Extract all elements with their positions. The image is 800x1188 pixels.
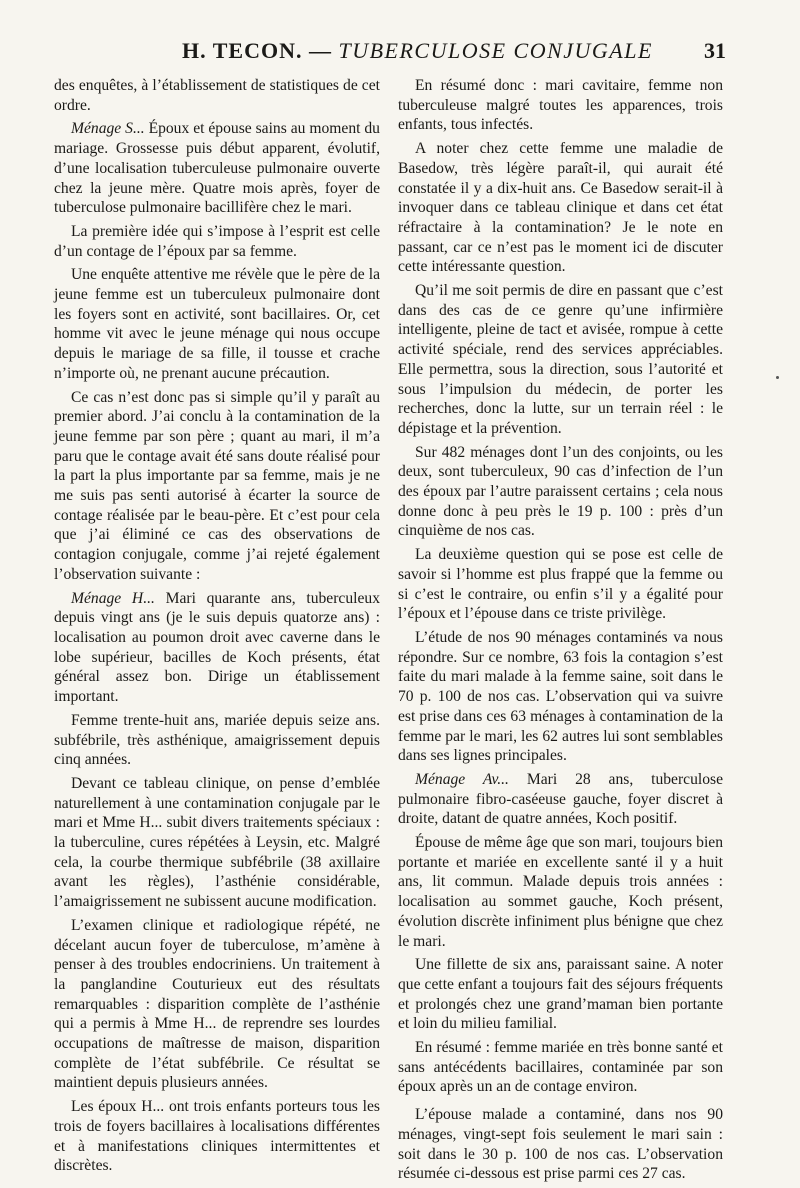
case-label: Ménage Av... bbox=[415, 770, 509, 788]
page-number: 31 bbox=[704, 38, 726, 63]
paragraph: Femme trente-huit ans, mariée depuis seize ans. subfébrile, très asthénique, amaigrissement depuis cinq années. bbox=[54, 711, 380, 769]
paragraph: La deuxième question qui se pose est celle de savoir si l’homme est plus frappé que la femme ou si c’est le contraire, ou enfin s’il y a égalité pour l’époux et l’épouse dans ce triste privilège. bbox=[398, 546, 723, 623]
paragraph: Épouse de même âge que son mari, toujours bien portante et mariée en excellente santé il y a huit ans, lit commun. Malade depuis trois années : localisation au sommet gauche, Koch présent, évolution discrète infiniment plus bénigne que chez le mari. bbox=[398, 834, 723, 950]
paragraph: L’examen clinique et radiologique répété, ne décelant aucun foyer de tuberculose, m’amène à penser à des troubles endocriniens. Un traitement à la panglandine Couturieux eut des résultats remarquables : disparition complète de l’asthénie qui a permis à Mme H... de reprendre ses lourdes occupations de maîtresse de maison, disparition complète de l’état subfébrile. Ce résultat se maintient depuis plusieurs années. bbox=[54, 916, 380, 1092]
paragraph bbox=[54, 119, 380, 218]
paragraph: Les époux H... ont trois enfants porteurs tous les trois de foyers bacillaires à localisations différentes et à manifestations cliniques intermittentes et discrètes. bbox=[54, 1098, 380, 1175]
case-text: Époux et épouse sains au moment du mariage. Grossesse puis début apparent, évolutif, d’une localisation tuberculeuse pulmonaire ouverte chez la jeune mère. Quatre mois après, foyer de tuberculose pulmonaire bacillifère chez le mari. bbox=[54, 120, 380, 217]
case-label: Ménage S... bbox=[71, 120, 145, 138]
margin-mark bbox=[776, 376, 779, 379]
paragraph: En résumé donc : mari cavitaire, femme non tuberculeuse malgré toutes les apparences, trois enfants, tous infectés. bbox=[398, 77, 723, 134]
running-title bbox=[182, 38, 653, 64]
case-text: Mari 28 ans, tuberculose pulmonaire fibro-caséeuse gauche, foyer discret à droite, datant de quatre années, Koch positif. bbox=[398, 770, 724, 828]
chapter-title: TUBERCULOSE CONJUGALE bbox=[338, 38, 653, 63]
case-label: Ménage H... bbox=[71, 589, 155, 607]
paragraph: Devant ce tableau clinique, on pense d’emblée naturellement à une contamination conjugale par le mari et Mme H... subit divers traitements spéciaux : la tuberculine, cures répétées à Leysin, etc. Malgré cela, la courbe thermique subfébrile (38 axillaire avant les règles), l’asthénie considérable, l’amaigrissement ne subissent aucune modification. bbox=[54, 774, 380, 911]
paragraph: L’épouse malade a contaminé, dans nos 90 ménages, vingt-sept fois seulement le mari sain : soit dans le 30 p. 100 de nos cas. L’observation résumée ci-dessous est prise parmi ces 27 cas. bbox=[398, 1106, 723, 1183]
paragraph bbox=[54, 589, 380, 707]
running-head bbox=[0, 38, 800, 68]
paragraph: Une fillette de six ans, paraissant saine. A noter que cette enfant a toujours fait des séjours fréquents et prolongés chez une grand’maman bien portante et loin du milieu familial. bbox=[398, 956, 723, 1033]
left-column bbox=[54, 76, 380, 1180]
paragraph: En résumé : femme mariée en très bonne santé et sans antécédents bacillaires, contaminée par son époux après un an de contage environ. bbox=[398, 1039, 723, 1096]
paragraph: A noter chez cette femme une maladie de Basedow, très légère paraît-il, qui aurait été constatée il y a dix-huit ans. Ce Basedow serait-il à invoquer dans ce tableau clinique et dans cet état réfractaire à la contamination? Je le note en passant, car ce n’est pas le moment ici de discuter cette intéressante question. bbox=[398, 140, 723, 276]
paragraph: des enquêtes, à l’établissement de statistiques de cet ordre. bbox=[54, 77, 380, 114]
paragraph: Ce cas n’est donc pas si simple qu’il y paraît au premier abord. J’ai conclu à la contamination de la jeune femme par son père ; quant au mari, il m’a paru que le contage avait été sans doute réalisé pour la part la plus importante par sa femme, mais je ne me suis pas senti autorisé à écarter la source de contage réalisée par le beau-père. Et c’est pour cela que j’ai éliminé ce cas des observations de contagion conjugale, comme j’ai rejeté également l’observation suivante : bbox=[54, 388, 380, 583]
author-name: H. TECON. — bbox=[182, 38, 339, 63]
right-column bbox=[398, 76, 723, 1188]
paragraph: La première idée qui s’impose à l’esprit est celle d’un contage de l’époux par sa femme. bbox=[54, 222, 380, 260]
paragraph: L’étude de nos 90 ménages contaminés va nous répondre. Sur ce nombre, 63 fois la contagion s’est faite du mari malade à la femme saine, soit dans le 70 p. 100 de nos cas. L’observation qui va suivre est prise dans ces 63 ménages à contamination de la femme par le mari, les 62 autres lui sont semblables dans ses lignes principales. bbox=[398, 628, 723, 765]
paragraph: Qu’il me soit permis de dire en passant que c’est dans des cas de ce genre qu’une infirmière intelligente, pleine de tact et avisée, rompue à cette activité spéciale, rend des services appréciables. Elle permettra, sous la direction, sous l’autorité et sous l’impulsion du médecin, de porter les recherches, donc la lutte, sur un terrain réel : le dépistage et la prévention. bbox=[398, 282, 723, 437]
case-text: Mari quarante ans, tuberculeux depuis vingt ans (je le suis depuis quatorze ans) : localisation au poumon droit avec caverne dans le lobe supérieur, bacilles de Koch présents, état général assez bon. Dirige un établissement important. bbox=[54, 589, 380, 706]
paragraph: Sur 482 ménages dont l’un des conjoints, ou les deux, sont tuberculeux, 90 cas d’infection de l’un des époux par l’autre paraissent certains ; cela nous donne donc à peu près le 19 p. 100 : près d’un cinquième de nos cas. bbox=[398, 443, 723, 540]
paragraph: Une enquête attentive me révèle que le père de la jeune femme est un tuberculeux pulmonaire dont les foyers sont en activité, sont bacillaires. Or, cet homme vit avec le jeune ménage qui nous occupe depuis le mariage de sa fille, il tousse et crache n’importe où, ne prenant aucune précaution. bbox=[54, 266, 380, 382]
paragraph bbox=[398, 770, 723, 829]
